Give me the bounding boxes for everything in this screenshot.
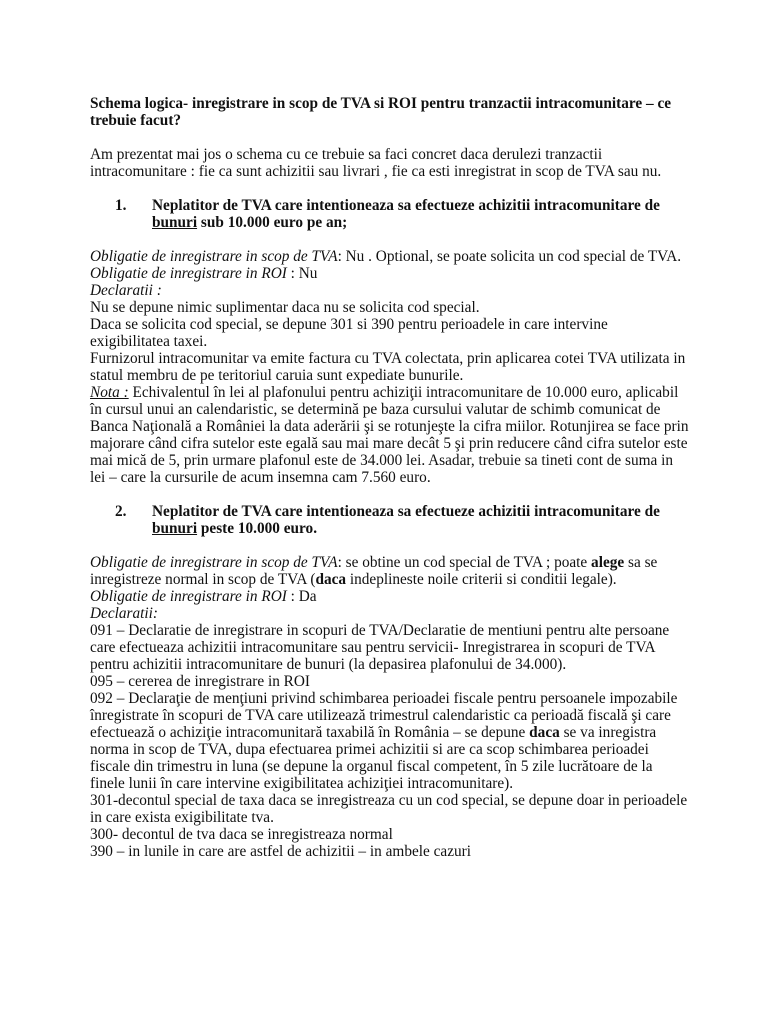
section-2-tva-value-2: sa se inregistreze normal in scop de TVA (	[90, 554, 658, 588]
section-2-heading-before: Neplatitor de TVA care intentioneaza sa efectueze achizitii intracomunitare de	[152, 503, 660, 520]
section-2-heading-after: peste 10.000 euro.	[197, 520, 318, 537]
section-1-heading-text	[152, 197, 690, 231]
section-1-heading-after: sub 10.000 euro pe an;	[197, 214, 348, 231]
section-1-roi-label: Obligatie de inregistrare in ROI	[90, 265, 287, 282]
section-2-line-091: 091 – Declaratie de inregistrare in scopuri de TVA/Declaratie de mentiuni pentru alte persoane care efectueaza achizitii intracomunitare sau pentru servicii- Inregistrarea in scopuri de TVA pentru achizitii intracomunitare de bunuri (la depasirea plafonului de 34.000).	[90, 622, 670, 673]
section-1-tva-value: : Nu . Optional, se poate solicita un cod special de TVA.	[337, 248, 682, 265]
section-2-roi-obligation	[90, 588, 690, 605]
section-2-line-092-b: se va inregistra norma in scop de TVA, dupa efectuarea primei achizitii si are ca scop schimbarea perioadei fiscale din trimestru in luna (se depune la organul fiscal competent, în 5 zile lucrătoare de la finele lunii în care intervine exigibilitatea achiziţiei intracomunitare).	[90, 724, 657, 792]
section-1-nota	[90, 384, 690, 486]
section-2-number: 2.	[115, 503, 127, 520]
section-2-tva-bold-1: alege	[591, 554, 625, 571]
document-title: Schema logica- inregistrare in scop de TVA si ROI pentru tranzactii intracomunitare – ce trebuie facut?	[90, 95, 672, 129]
intro-paragraph: Am prezentat mai jos o schema cu ce trebuie sa faci concret daca derulezi tranzactii intracomunitare : fie ca sunt achizitii sau livrari , fie ca esti inregistrat in scop de TVA sau nu.	[90, 146, 662, 180]
section-2-declarations-label: Declaratii:	[90, 605, 158, 622]
section-1-tva-label: Obligatie de inregistrare in scop de TVA	[90, 248, 338, 265]
section-1-nota-text: Echivalentul în lei al plafonului pentru achiziţii intracomunitare de 10.000 euro, aplicabil în cursul unui an calendaristic, se determină pe baza cursului valutar de schimb comunicat de Banca Naţională a României la data aderării şi se rotunjeşte la cifra miilor. Rotunjirea se face prin majorare când cifra sutelor este egală sau mai mare decât 5 şi prin reducere când cifra sutelor este mai mică de 5, prin urmare plafonul este de 34.000 lei. Asadar, trebuie sa tineti cont de suma in lei – care la cursurile de acum insemna cam 7.560 euro.	[90, 384, 689, 486]
section-2-line-092-a: 092 – Declaraţie de menţiuni privind schimbarea perioadei fiscale pentru persoanele impozabile înregistrate în scopuri de TVA care utilizează trimestrul calendaristic ca perioadă fiscală şi care efectuează o achiziţie intracomunitară taxabilă în România – se depune	[90, 690, 678, 741]
section-1-line-3: Furnizorul intracomunitar va emite factura cu TVA colectata, prin aplicarea cotei TVA utilizata in statul membru de pe teritoriul caruia sunt expediate bunurile.	[90, 350, 686, 384]
section-1-tva-obligation	[90, 248, 690, 265]
section-1-roi-value: : Nu	[286, 265, 318, 282]
section-2-tva-value-3: indeplineste noile criterii si conditii legale).	[346, 571, 617, 588]
section-2-line-095: 095 – cererea de inregistrare in ROI	[90, 673, 311, 690]
section-1-number: 1.	[115, 197, 127, 214]
section-2-tva-bold-2: daca	[315, 571, 347, 588]
section-2-tva-obligation	[90, 554, 690, 588]
section-2-tva-label: Obligatie de inregistrare in scop de TVA	[90, 554, 338, 571]
section-2-line-390: 390 – in lunile in care are astfel de achizitii – in ambele cazuri	[90, 843, 471, 860]
section-2-roi-value: : Da	[286, 588, 317, 605]
section-1-heading-underlined: bunuri	[152, 214, 198, 231]
section-2-line-301: 301-decontul special de taxa daca se inregistreaza cu un cod special, se depune doar in perioadele in care exista exigibilitate tva.	[90, 792, 688, 826]
section-2-heading	[115, 503, 690, 537]
section-1-declarations-label: Declaratii :	[90, 282, 162, 299]
document-content	[90, 95, 690, 860]
section-2-heading-underlined: bunuri	[152, 520, 198, 537]
section-1-roi-obligation	[90, 265, 690, 282]
section-1-line-2: Daca se solicita cod special, se depune 301 si 390 pentru perioadele in care intervine exigibilitatea taxei.	[90, 316, 608, 350]
section-2-heading-text	[152, 503, 690, 537]
section-2-line-092-bold: daca	[529, 724, 560, 741]
section-1-heading	[115, 197, 690, 231]
section-2-line-300: 300- decontul de tva daca se inregistreaza normal	[90, 826, 393, 843]
section-2-line-092	[90, 690, 690, 792]
section-1-nota-label: Nota :	[90, 384, 129, 401]
section-2-roi-label: Obligatie de inregistrare in ROI	[90, 588, 287, 605]
section-1-line-1: Nu se depune nimic suplimentar daca nu se solicita cod special.	[90, 299, 480, 316]
section-1-heading-before: Neplatitor de TVA care intentioneaza sa efectueze achizitii intracomunitare de	[152, 197, 660, 214]
section-2-tva-value-1: : se obtine un cod special de TVA ; poate	[337, 554, 592, 571]
